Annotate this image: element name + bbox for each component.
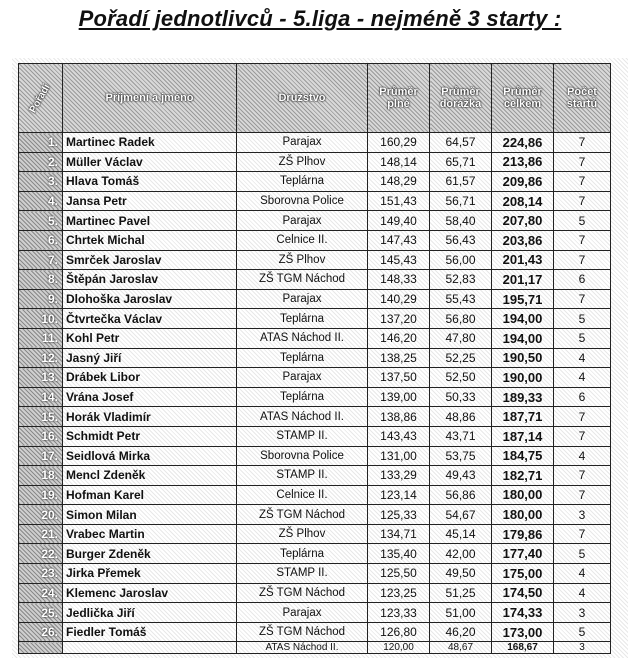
rank-cell: 8. [19,270,63,290]
rank-cell: 22. [19,544,63,564]
avg-total-cell: 187,14 [492,426,554,446]
avg-full-cell: 148,33 [368,270,430,290]
avg-clear-cell: 58,40 [430,211,492,231]
name-cell: Smrček Jaroslav [63,250,237,270]
header-avg-full: Průměr plné [368,64,430,133]
name-cell: Seidlová Mirka [63,446,237,466]
starts-cell: 7 [554,485,611,505]
avg-clear-cell: 56,80 [430,309,492,329]
header-team: Družstvo [237,64,368,133]
avg-total-cell: 213,86 [492,152,554,172]
rank-cell: 3. [19,172,63,192]
rank-cell: 23. [19,564,63,584]
avg-full-cell: 138,25 [368,348,430,368]
avg-clear-cell: 48,67 [430,642,492,654]
starts-cell: 4 [554,368,611,388]
team-cell: Parajax [237,289,368,309]
starts-cell: 7 [554,250,611,270]
avg-full-cell: 123,14 [368,485,430,505]
table-row [19,133,611,153]
avg-full-cell: 135,40 [368,544,430,564]
header-avg-total: Průměr celkem [492,64,554,133]
starts-cell: 7 [554,289,611,309]
name-cell: Fiedler Tomáš [63,622,237,642]
avg-clear-cell: 64,57 [430,133,492,153]
table-row [19,250,611,270]
rank-cell: 5. [19,211,63,231]
avg-clear-cell: 43,71 [430,426,492,446]
name-cell: Horák Vladimír [63,407,237,427]
team-cell: STAMP II. [237,426,368,446]
name-cell: Simon Milan [63,505,237,525]
team-cell: Parajax [237,368,368,388]
team-cell: ATAS Náchod II. [237,328,368,348]
name-cell: Schmidt Petr [63,426,237,446]
name-cell: Jasný Jiří [63,348,237,368]
avg-clear-cell: 47,80 [430,328,492,348]
table-row [19,191,611,211]
team-cell: Teplárna [237,544,368,564]
header-rank: Pořadí [19,64,63,133]
avg-total-cell: 177,40 [492,544,554,564]
team-cell: STAMP II. [237,564,368,584]
avg-clear-cell: 54,67 [430,505,492,525]
table-row [19,642,611,654]
avg-total-cell: 208,14 [492,191,554,211]
avg-total-cell: 168,67 [492,642,554,654]
avg-full-cell: 145,43 [368,250,430,270]
rank-cell: 25. [19,603,63,623]
team-cell: ATAS Náchod II. [237,407,368,427]
avg-full-cell: 123,25 [368,583,430,603]
starts-cell: 3 [554,505,611,525]
table-row [19,583,611,603]
team-cell: ZŠ Plhov [237,250,368,270]
avg-total-cell: 190,00 [492,368,554,388]
header-starts: Počet startů [554,64,611,133]
table-row [19,603,611,623]
avg-total-cell: 207,80 [492,211,554,231]
starts-cell: 4 [554,446,611,466]
avg-clear-cell: 52,25 [430,348,492,368]
rank-cell: 17. [19,446,63,466]
avg-total-cell: 195,71 [492,289,554,309]
rank-cell: 14. [19,387,63,407]
starts-cell: 5 [554,309,611,329]
rank-cell: 18. [19,466,63,486]
avg-full-cell: 146,20 [368,328,430,348]
starts-cell: 5 [554,328,611,348]
avg-full-cell: 143,43 [368,426,430,446]
avg-total-cell: 175,00 [492,564,554,584]
table-row [19,387,611,407]
avg-total-cell: 179,86 [492,524,554,544]
header-row [19,64,611,133]
avg-total-cell: 180,00 [492,505,554,525]
avg-full-cell: 148,29 [368,172,430,192]
starts-cell: 4 [554,583,611,603]
avg-total-cell: 189,33 [492,387,554,407]
header-name: Příjmení a jméno [63,64,237,133]
team-cell: Teplárna [237,348,368,368]
avg-full-cell: 134,71 [368,524,430,544]
rank-cell: 26. [19,622,63,642]
avg-clear-cell: 42,00 [430,544,492,564]
avg-total-cell: 224,86 [492,133,554,153]
starts-cell: 7 [554,172,611,192]
avg-clear-cell: 51,00 [430,603,492,623]
avg-full-cell: 140,29 [368,289,430,309]
table-row [19,564,611,584]
team-cell: Sborovna Police [237,446,368,466]
avg-full-cell: 131,00 [368,446,430,466]
starts-cell: 6 [554,270,611,290]
name-cell: Jirka Přemek [63,564,237,584]
name-cell: Čtvrtečka Václav [63,309,237,329]
table-row [19,524,611,544]
avg-clear-cell: 56,43 [430,230,492,250]
starts-cell: 3 [554,642,611,654]
avg-total-cell: 184,75 [492,446,554,466]
table-row [19,368,611,388]
avg-full-cell: 137,20 [368,309,430,329]
team-cell: Teplárna [237,387,368,407]
header-avg-clear: Průměr dorážka [430,64,492,133]
avg-total-cell: 203,86 [492,230,554,250]
avg-total-cell: 180,00 [492,485,554,505]
starts-cell: 7 [554,152,611,172]
rank-cell: 20. [19,505,63,525]
avg-clear-cell: 52,83 [430,270,492,290]
avg-clear-cell: 53,75 [430,446,492,466]
table-row [19,407,611,427]
avg-total-cell: 182,71 [492,466,554,486]
avg-clear-cell: 50,33 [430,387,492,407]
avg-total-cell: 187,71 [492,407,554,427]
team-cell: ZŠ TGM Náchod [237,270,368,290]
avg-total-cell: 174,50 [492,583,554,603]
starts-cell: 5 [554,622,611,642]
avg-full-cell: 125,33 [368,505,430,525]
starts-cell: 7 [554,426,611,446]
team-cell: ZŠ Plhov [237,152,368,172]
team-cell: Teplárna [237,172,368,192]
name-cell: Vrabec Martin [63,524,237,544]
avg-clear-cell: 55,43 [430,289,492,309]
name-cell: Jansa Petr [63,191,237,211]
avg-clear-cell: 48,86 [430,407,492,427]
table-row [19,544,611,564]
starts-cell: 7 [554,407,611,427]
avg-clear-cell: 56,71 [430,191,492,211]
starts-cell: 4 [554,348,611,368]
avg-full-cell: 148,14 [368,152,430,172]
team-cell: ZŠ Plhov [237,524,368,544]
rank-cell: 15. [19,407,63,427]
avg-full-cell: 126,80 [368,622,430,642]
name-cell: Štěpán Jaroslav [63,270,237,290]
starts-cell: 4 [554,564,611,584]
rank-cell: 11. [19,328,63,348]
rank-cell: 7. [19,250,63,270]
table-row [19,622,611,642]
rank-cell: 2. [19,152,63,172]
name-cell [63,642,237,654]
avg-full-cell: 120,00 [368,642,430,654]
team-cell: ATAS Náchod II. [237,642,368,654]
starts-cell: 7 [554,466,611,486]
avg-full-cell: 138,86 [368,407,430,427]
avg-clear-cell: 46,20 [430,622,492,642]
table-row [19,348,611,368]
rank-cell: 4. [19,191,63,211]
name-cell: Klemenc Jaroslav [63,583,237,603]
table-row [19,211,611,231]
rank-cell [19,642,63,654]
team-cell: ZŠ TGM Náchod [237,505,368,525]
avg-clear-cell: 49,50 [430,564,492,584]
name-cell: Martinec Radek [63,133,237,153]
table-row [19,466,611,486]
avg-total-cell: 194,00 [492,328,554,348]
table-row [19,270,611,290]
avg-full-cell: 137,50 [368,368,430,388]
name-cell: Burger Zdeněk [63,544,237,564]
team-cell: ZŠ TGM Náchod [237,583,368,603]
avg-clear-cell: 51,25 [430,583,492,603]
rank-cell: 13. [19,368,63,388]
standings-table [18,63,611,654]
team-cell: Celnice II. [237,485,368,505]
name-cell: Jedlička Jiří [63,603,237,623]
table-row [19,309,611,329]
avg-clear-cell: 56,00 [430,250,492,270]
rank-cell: 10. [19,309,63,329]
team-cell: Parajax [237,211,368,231]
name-cell: Chrtek Michal [63,230,237,250]
avg-full-cell: 160,29 [368,133,430,153]
team-cell: STAMP II. [237,466,368,486]
team-cell: Parajax [237,603,368,623]
table-row [19,485,611,505]
team-cell: Teplárna [237,309,368,329]
name-cell: Müller Václav [63,152,237,172]
avg-full-cell: 133,29 [368,466,430,486]
name-cell: Dlohoška Jaroslav [63,289,237,309]
table-row [19,289,611,309]
avg-total-cell: 194,00 [492,309,554,329]
table-row [19,152,611,172]
starts-cell: 5 [554,211,611,231]
avg-total-cell: 174,33 [492,603,554,623]
avg-full-cell: 139,00 [368,387,430,407]
table-row [19,446,611,466]
table-row [19,172,611,192]
starts-cell: 7 [554,524,611,544]
team-cell: Parajax [237,133,368,153]
starts-cell: 7 [554,230,611,250]
name-cell: Hofman Karel [63,485,237,505]
team-cell: Celnice II. [237,230,368,250]
name-cell: Martinec Pavel [63,211,237,231]
starts-cell: 3 [554,603,611,623]
starts-cell: 5 [554,544,611,564]
name-cell: Mencl Zdeněk [63,466,237,486]
starts-cell: 6 [554,387,611,407]
starts-cell: 7 [554,191,611,211]
rank-cell: 16. [19,426,63,446]
avg-clear-cell: 56,86 [430,485,492,505]
table-row [19,328,611,348]
name-cell: Hlava Tomáš [63,172,237,192]
avg-total-cell: 190,50 [492,348,554,368]
avg-clear-cell: 45,14 [430,524,492,544]
avg-clear-cell: 49,43 [430,466,492,486]
rank-cell: 6. [19,230,63,250]
rank-cell: 12. [19,348,63,368]
name-cell: Vrána Josef [63,387,237,407]
avg-full-cell: 147,43 [368,230,430,250]
table-row [19,426,611,446]
rank-cell: 21. [19,524,63,544]
avg-total-cell: 201,17 [492,270,554,290]
avg-total-cell: 209,86 [492,172,554,192]
rank-cell: 19. [19,485,63,505]
avg-total-cell: 201,43 [492,250,554,270]
avg-total-cell: 173,00 [492,622,554,642]
name-cell: Drábek Libor [63,368,237,388]
starts-cell: 7 [554,133,611,153]
avg-full-cell: 151,43 [368,191,430,211]
avg-full-cell: 149,40 [368,211,430,231]
table-row [19,230,611,250]
results-sheet [12,58,628,658]
team-cell: ZŠ TGM Náchod [237,622,368,642]
name-cell: Kohl Petr [63,328,237,348]
rank-cell: 9. [19,289,63,309]
avg-full-cell: 125,50 [368,564,430,584]
avg-clear-cell: 61,57 [430,172,492,192]
team-cell: Sborovna Police [237,191,368,211]
rank-cell: 24. [19,583,63,603]
avg-clear-cell: 52,50 [430,368,492,388]
page-title: Pořadí jednotlivců - 5.liga - nejméně 3 starty : [78,6,562,31]
rank-cell: 1. [19,133,63,153]
table-row [19,505,611,525]
avg-full-cell: 123,33 [368,603,430,623]
avg-clear-cell: 65,71 [430,152,492,172]
